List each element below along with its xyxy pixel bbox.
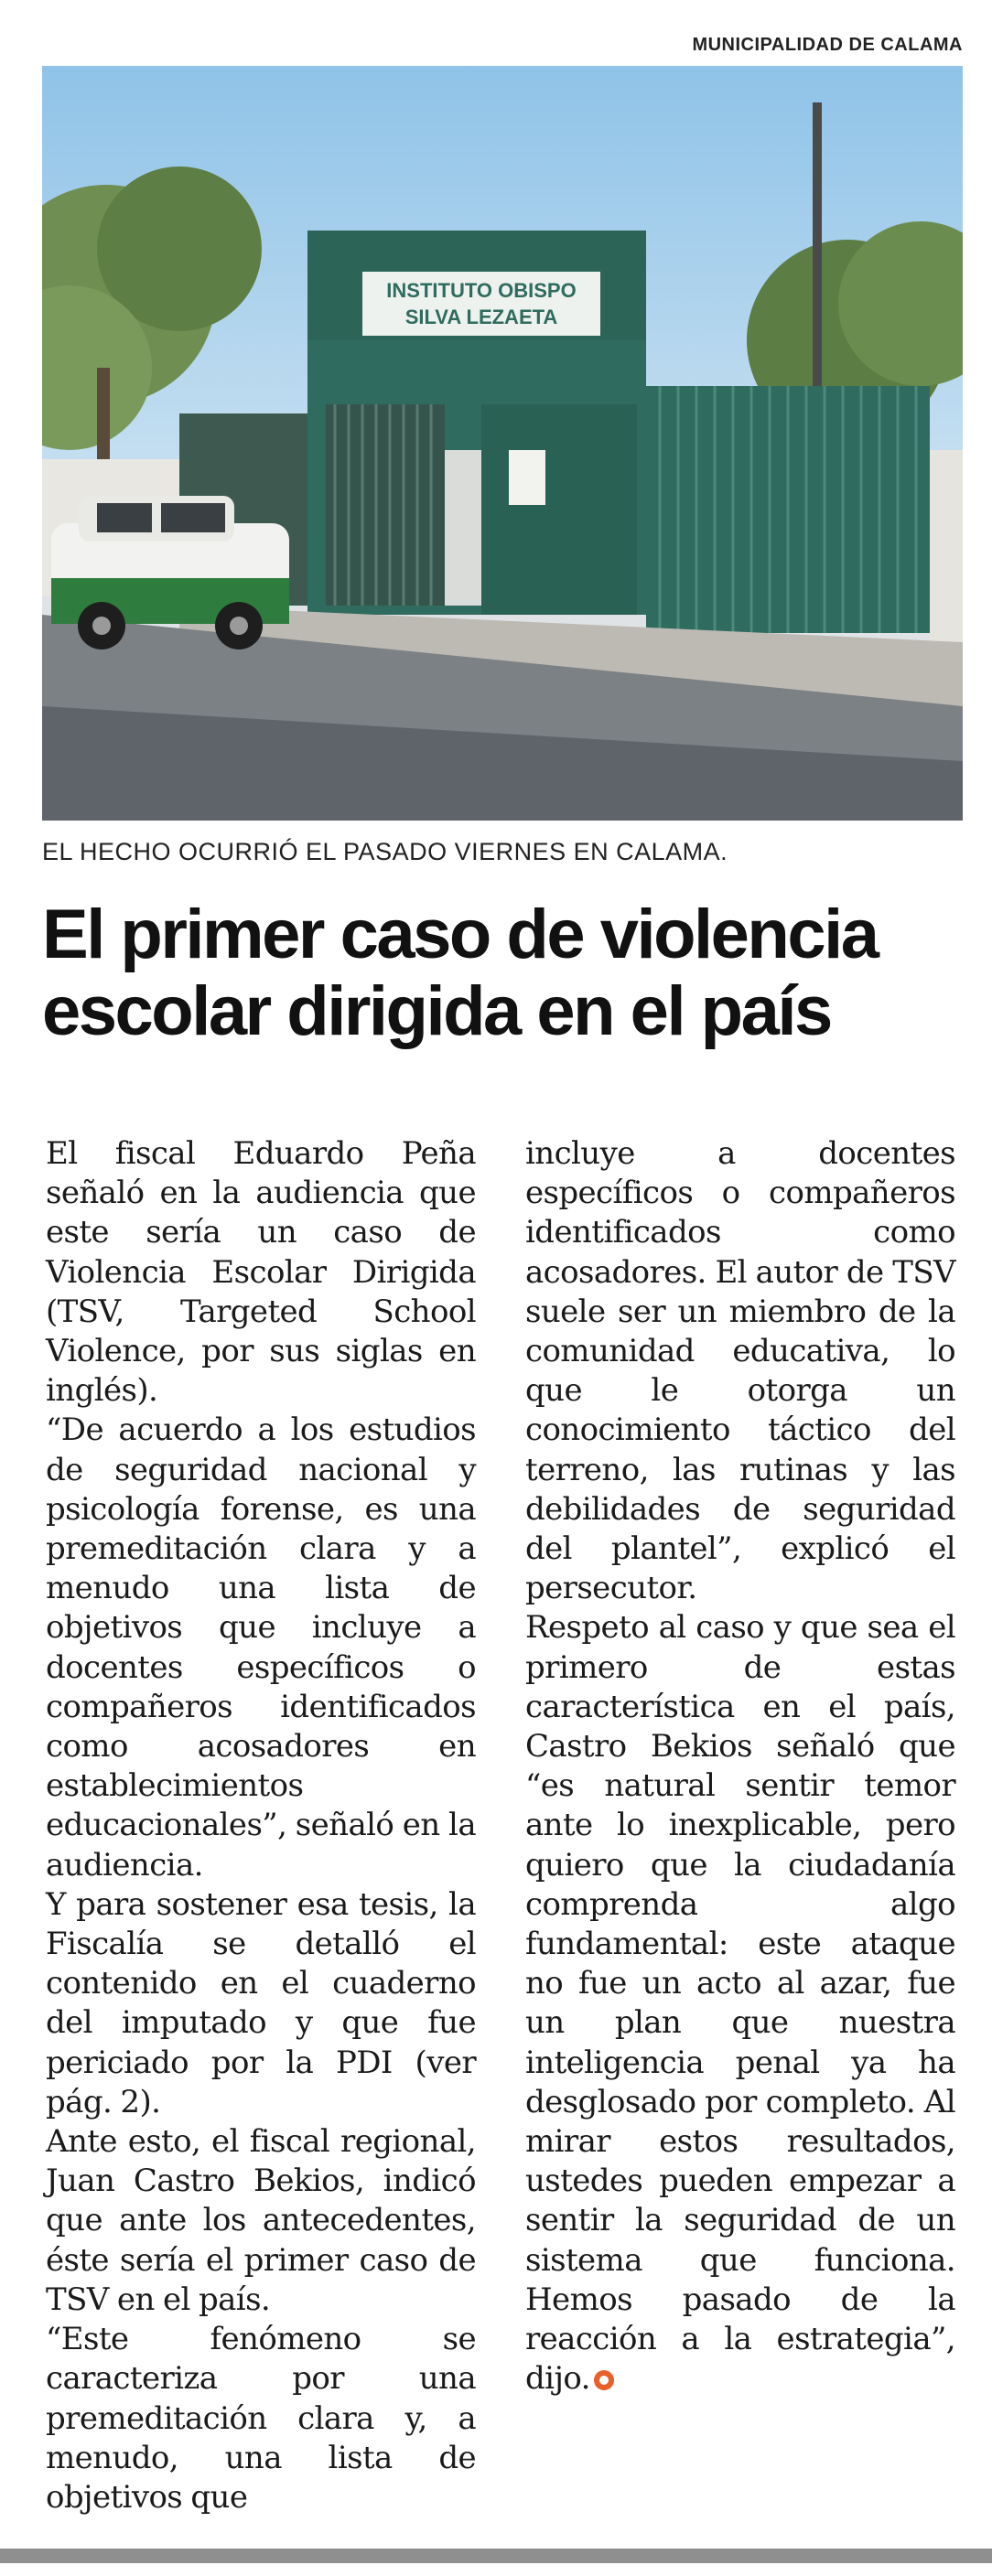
article-paragraph: Y para sostener esa tesis, la Fiscalía se detalló el contenido en el cuaderno del imputado y que fue periciado por la PDI (ver pág. 2).: [46, 1885, 476, 2120]
article-paragraph-last: [525, 1608, 955, 2399]
article-paragraph: “Este fenómeno se caracteriza por una premeditación clara y, a menudo, una lista de objetivos que: [46, 2321, 476, 2516]
end-of-article-icon: [594, 2370, 614, 2390]
article-photo: [42, 66, 963, 821]
article-column-right: [525, 1134, 955, 2399]
school-facade-image: [42, 66, 963, 821]
article-paragraph: Ante esto, el fiscal regional, Juan Castro Bekios, indicó que ante los antecedentes, éste sería el primer caso de TSV en el país.: [46, 2123, 476, 2318]
article-paragraph: “De acuerdo a los estudios de seguridad nacional y psicología forense, es una premeditación clara y a menudo una lista de objetivos que incluye a docentes específicos o compañeros identificados como acosadores en establecimientos educacionales”, señaló en la audiencia.: [46, 1411, 476, 1884]
photo-caption: EL HECHO OCURRIÓ EL PASADO VIERNES EN CALAMA.: [42, 838, 728, 865]
article-paragraph-text: Respeto al caso y que sea el primero de estas característica en el país, Castro Bekios señaló que “es natural sentir temor ante lo inexplicable, pero quiero que la ciudadanía comprenda algo fundamental: este ataque no fue un acto al azar, fue un plan que nuestra inteligencia penal ya ha desglosado por completo. Al mirar estos resultados, ustedes pueden empezar a sentir la seguridad de un sistema que funciona. Hemos pasado de la reacción a la estrategia”, dijo.: [525, 1609, 955, 2398]
article-paragraph: El fiscal Eduardo Peña señaló en la audiencia que este sería un caso de Violencia Escolar Dirigida (TSV, Targeted School Violence, por sus siglas en inglés).: [46, 1135, 476, 1410]
photo-credit: MUNICIPALIDAD DE CALAMA: [692, 35, 963, 55]
article-headline: El primer caso de violencia escolar dirigida en el país: [42, 896, 878, 1050]
article-column-left: [46, 1134, 476, 2517]
page-bottom-rule: [0, 2549, 992, 2563]
school-sign-line2: SILVA LEZAETA: [404, 306, 558, 328]
school-sign-line1: INSTITUTO OBISPO: [386, 279, 577, 302]
article-paragraph: incluye a docentes específicos o compañeros identificados como acosadores. El autor de TSV suele ser un miembro de la comunidad educativa, lo que le otorga un conocimiento táctico del terreno, las rutinas y las debilidades de seguridad del plantel”, explicó el persecutor.: [525, 1135, 955, 1607]
